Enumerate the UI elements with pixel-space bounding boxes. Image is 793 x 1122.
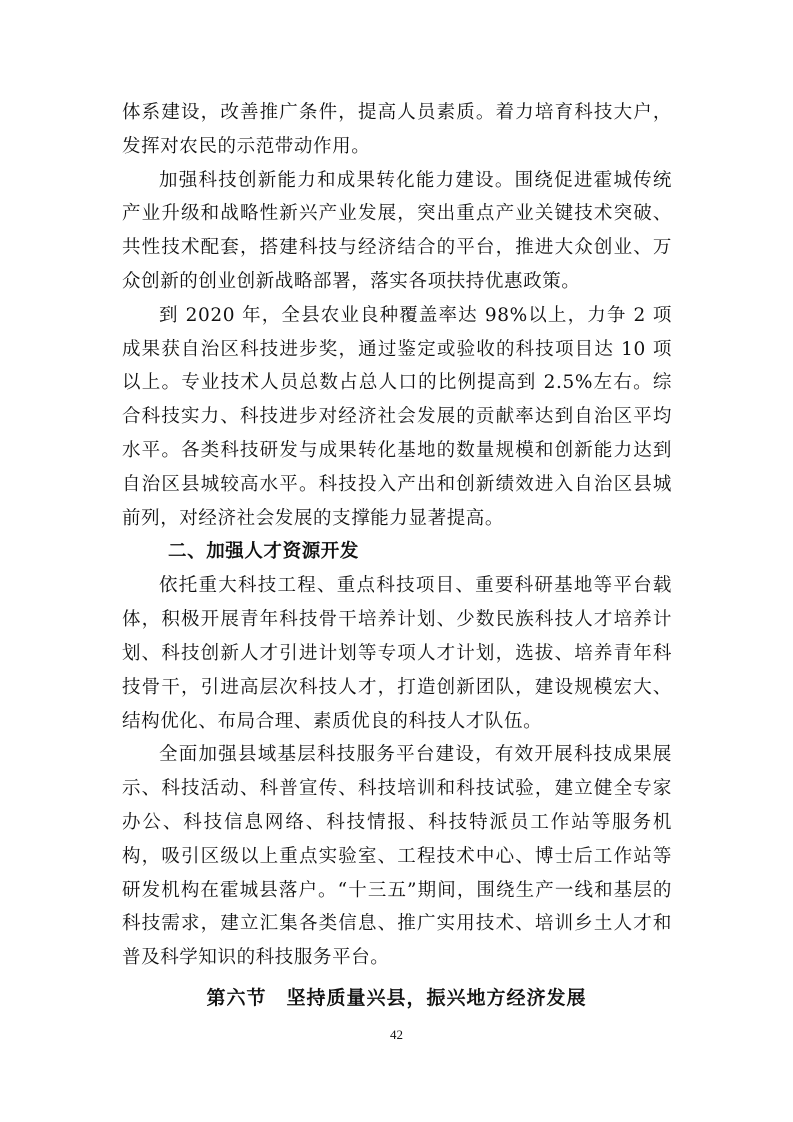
body-text (122, 96, 672, 975)
page-number: 42 (390, 1027, 403, 1042)
section-title: 第六节 坚持质量兴县，振兴地方经济发展 (206, 987, 587, 1009)
paragraph-continuation: 体系建设，改善推广条件，提高人员素质。着力培育科技大户，发挥对农民的示范带动作用。 (122, 102, 672, 157)
paragraph-innovation-capacity: 加强科技创新能力和成果转化能力建设。围绕促进霍城传统产业升级和战略性新兴产业发展，突出重点产业关键技术突破、共性技术配套，搭建科技与经济结合的平台，推进大众创业、万众创新的创业创新战略部署，落实各项扶持优惠政策。 (122, 169, 672, 292)
paragraph-service-platform: 全面加强县域基层科技服务平台建设，有效开展科技成果展示、科技活动、科普宣传、科技培训和科技试验，建立健全专家办公、科技信息网络、科技情报、科技特派员工作站等服务机构，吸引区级以上重点实验室、工程技术中心、博士后工作站等研发机构在霍城县落户。“十三五”期间，围绕生产一线和基层的科技需求，建立汇集各类信息、推广实用技术、培训乡土人才和普及科学知识的科技服务平台。 (122, 744, 672, 969)
subheading-talent: 二、加强人才资源开发 (168, 541, 360, 563)
paragraph-talent-programs: 依托重大科技工程、重点科技项目、重要科研基地等平台载体，积极开展青年科技骨干培养计划、少数民族科技人才培养计划、科技创新人才引进计划等专项人才计划，选拔、培养青年科技骨干，引进高层次科技人才，打造创新团队，建设规模宏大、结构优化、布局合理、素质优良的科技人才队伍。 (122, 575, 672, 732)
paragraph-2020-targets: 到 2020 年，全县农业良种覆盖率达 98%以上，力争 2 项成果获自治区科技进步奖，通过鉴定或验收的科技项目达 10 项以上。专业技术人员总数占总人口的比例提高到 2.5%左右。综合科技实力、科技进步对经济社会发展的贡献率达到自治区平均水平。各类科技研发与成果转化基地的数量规模和创新能力达到自治区县城较高水平。科技投入产出和创新绩效进入自治区县城前列，对经济社会发展的支撑能力显著提高。 (122, 304, 672, 529)
